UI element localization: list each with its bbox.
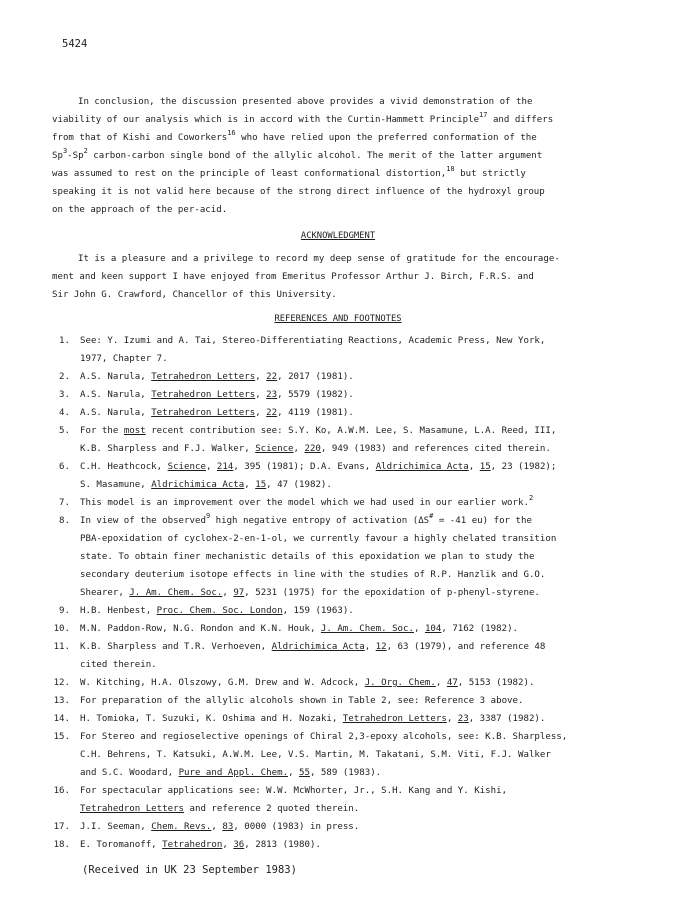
reference-text: C.H. Behrens, T. Katsuki, A.W.M. Lee, V.S. Martin, M. Takatani, S.M. Viti, F.J. Walker	[80, 750, 551, 760]
volume: 83	[222, 822, 234, 832]
journal-name: J. Org. Chem.	[364, 678, 436, 688]
reference-number: 8.	[59, 516, 70, 526]
reference-text: This model is an improvement over the model which we had used in our earlier work.$^2$	[80, 494, 534, 508]
text-line: In conclusion, the discussion presented above provides a vivid demonstration of the	[78, 97, 533, 107]
reference-number: 4.	[59, 408, 70, 418]
text-line: on the approach of the per-acid.	[52, 205, 228, 215]
reference-text: and S.C. Woodard, Pure and Appl. Chem., 55, 589 (1983).	[80, 768, 382, 778]
reference-number: 15.	[53, 732, 70, 742]
reference-text: For spectacular applications see: W.W. McWhorter, Jr., S.H. Kang and Y. Kishi,	[80, 786, 508, 796]
volume: 23	[266, 390, 278, 400]
reference-number: 2.	[59, 372, 70, 382]
reference-number: 9.	[59, 606, 70, 616]
reference-text: M.N. Paddon-Row, N.G. Rondon and K.N. Houk, J. Am. Chem. Soc., 104, 7162 (1982).	[80, 624, 519, 634]
reference-number: 12.	[53, 678, 70, 688]
volume: 15	[479, 462, 491, 472]
reference-item	[52, 602, 652, 620]
volume: 12	[375, 642, 387, 652]
journal-name: J. Am. Chem. Soc.	[129, 588, 223, 598]
journal-name: Tetrahedron	[162, 840, 223, 850]
journal-name: Tetrahedron Letters	[80, 804, 185, 814]
text-line: ment and keen support I have enjoyed from Emeritus Professor Arthur J. Birch, F.R.S. and	[52, 272, 534, 282]
reference-text: cited therein.	[80, 660, 157, 670]
reference-text: state. To obtain finer mechanistic details of this epoxidation we plan to study the	[80, 552, 535, 562]
journal-name: Aldrichimica Acta	[151, 480, 245, 490]
reference-text: Tetrahedron Letters and reference 2 quoted therein.	[80, 804, 360, 814]
reference-number: 17.	[53, 822, 70, 832]
journal-name: Aldrichimica Acta	[271, 642, 365, 652]
volume: 36	[233, 840, 245, 850]
journal-name: Tetrahedron Letters	[151, 372, 256, 382]
reference-text: W. Kitching, H.A. Olszowy, G.M. Drew and W. Adcock, J. Org. Chem., 47, 5153 (1982).	[80, 678, 535, 688]
reference-number: 14.	[53, 714, 70, 724]
reference-text: C.H. Heathcock, Science, 214, 395 (1981); D.A. Evans, Aldrichimica Acta, 15, 23 (1982);	[80, 462, 557, 472]
reference-text: K.B. Sharpless and F.J. Walker, Science, 220, 949 (1983) and references cited therein.	[80, 444, 551, 454]
reference-item	[52, 458, 652, 494]
volume: 97	[233, 588, 245, 598]
acknowledgment-heading: ACKNOWLEDGMENT	[300, 231, 376, 241]
page-number: 5424	[62, 38, 88, 50]
volume: 104	[424, 624, 442, 634]
reference-text: 1977, Chapter 7.	[80, 354, 168, 364]
reference-text: Shearer, J. Am. Chem. Soc., 97, 5231 (1975) for the epoxidation of p-phenyl-styrene.	[80, 588, 540, 598]
reference-item	[52, 332, 652, 368]
reference-text: PBA-epoxidation of cyclohex-2-en-1-ol, we currently favour a highly chelated transition	[80, 534, 557, 544]
journal-name: Science	[255, 444, 294, 454]
reference-text: A.S. Narula, Tetrahedron Letters, 22, 2017 (1981).	[80, 372, 354, 382]
reference-item	[52, 692, 652, 710]
journal-name: Pure and Appl. Chem.	[178, 768, 289, 778]
reference-text: S. Masamune, Aldrichimica Acta, 15, 47 (1982).	[80, 480, 332, 490]
reference-number: 5.	[59, 426, 70, 436]
text-line: speaking it is not valid here because of the strong direct influence of the hydroxyl group	[52, 187, 545, 197]
reference-number: 10.	[53, 624, 70, 634]
text-line: was assumed to rest on the principle of least conformational distortion,$^{18}$ but strictly	[52, 165, 526, 179]
volume: 214	[216, 462, 234, 472]
text-line: from that of Kishi and Coworkers$^{16}$ who have relied upon the preferred conformation of the	[52, 129, 537, 143]
reference-number: 1.	[59, 336, 70, 346]
reference-item	[52, 818, 652, 836]
reference-item	[52, 422, 652, 458]
reference-text: H. Tomioka, T. Suzuki, K. Oshima and H. Nozaki, Tetrahedron Letters, 23, 3387 (1982).	[80, 714, 546, 724]
text-line: viability of our analysis which is in accord with the Curtin-Hammett Principle$^{17}$ and differs	[52, 111, 554, 125]
reference-item	[52, 404, 652, 422]
volume: 22	[266, 408, 278, 418]
received-date: (Received in UK 23 September 1983)	[82, 864, 297, 876]
reference-item	[52, 836, 652, 854]
reference-text: A.S. Narula, Tetrahedron Letters, 23, 5579 (1982).	[80, 390, 354, 400]
volume: 220	[304, 444, 321, 454]
reference-text: J.I. Seeman, Chem. Revs., 83, 0000 (1983) in press.	[80, 822, 360, 832]
reference-text: For preparation of the allylic alcohols shown in Table 2, see: Reference 3 above.	[80, 696, 524, 706]
reference-number: 11.	[53, 642, 70, 652]
references-list	[52, 332, 652, 854]
reference-number: 3.	[59, 390, 70, 400]
reference-item	[52, 710, 652, 728]
reference-text: H.B. Henbest, Proc. Chem. Soc. London, 159 (1963).	[80, 606, 354, 616]
reference-number: 18.	[53, 840, 70, 850]
journal-name: J. Am. Chem. Soc.	[320, 624, 414, 634]
reference-item	[52, 494, 652, 512]
reference-item	[52, 638, 652, 674]
text-line: Sir John G. Crawford, Chancellor of this University.	[52, 290, 337, 300]
volume: 55	[299, 768, 310, 778]
journal-name: Tetrahedron Letters	[151, 390, 256, 400]
reference-item	[52, 674, 652, 692]
text-line: It is a pleasure and a privilege to record my deep sense of gratitude for the encourage-	[78, 254, 560, 264]
acknowledgment-paragraph	[52, 250, 612, 304]
volume: 47	[446, 678, 458, 688]
volume: 23	[457, 714, 469, 724]
reference-text: K.B. Sharpless and T.R. Verhoeven, Aldrichimica Acta, 12, 63 (1979), and reference 48	[80, 642, 546, 652]
conclusion-paragraph	[52, 93, 612, 219]
journal-name: Tetrahedron Letters	[342, 714, 447, 724]
journal-name: Chem. Revs.	[151, 822, 212, 832]
reference-item	[52, 512, 652, 602]
reference-text: See: Y. Izumi and A. Tai, Stereo-Differentiating Reactions, Academic Press, New York,	[80, 336, 546, 346]
reference-item	[52, 368, 652, 386]
reference-text: In view of the observed$^9$ high negative entropy of activation (ΔS# = -41 eu) for the	[80, 512, 532, 526]
reference-item	[52, 620, 652, 638]
journal-name: Proc. Chem. Soc. London	[156, 606, 283, 616]
reference-number: 6.	[59, 462, 70, 472]
reference-number: 7.	[59, 498, 70, 508]
reference-text: For Stereo and regioselective openings of Chiral 2,3-epoxy alcohols, see: K.B. Sharpless,	[80, 732, 568, 742]
reference-item	[52, 728, 652, 782]
reference-item	[52, 782, 652, 818]
text-line: Sp$^3$-Sp$^2$ carbon-carbon single bond of the allylic alcohol. The merit of the latter argument	[52, 147, 543, 161]
reference-item	[52, 386, 652, 404]
journal-name: Tetrahedron Letters	[151, 408, 256, 418]
journal-name: Aldrichimica Acta	[375, 462, 469, 472]
journal-name: Science	[167, 462, 206, 472]
reference-text: For the most recent contribution see: S.Y. Ko, A.W.M. Lee, S. Masamune, L.A. Reed, III,	[80, 426, 557, 436]
volume: 22	[266, 372, 278, 382]
volume: 15	[255, 480, 267, 490]
reference-number: 16.	[53, 786, 70, 796]
reference-text: A.S. Narula, Tetrahedron Letters, 22, 4119 (1981).	[80, 408, 354, 418]
references-heading: REFERENCES AND FOOTNOTES	[274, 314, 402, 324]
reference-text: E. Toromanoff, Tetrahedron, 36, 2813 (1980).	[80, 840, 321, 850]
reference-number: 13.	[53, 696, 70, 706]
reference-text: secondary deuterium isotope effects in line with the studies of R.P. Hanzlik and G.O.	[80, 570, 546, 580]
